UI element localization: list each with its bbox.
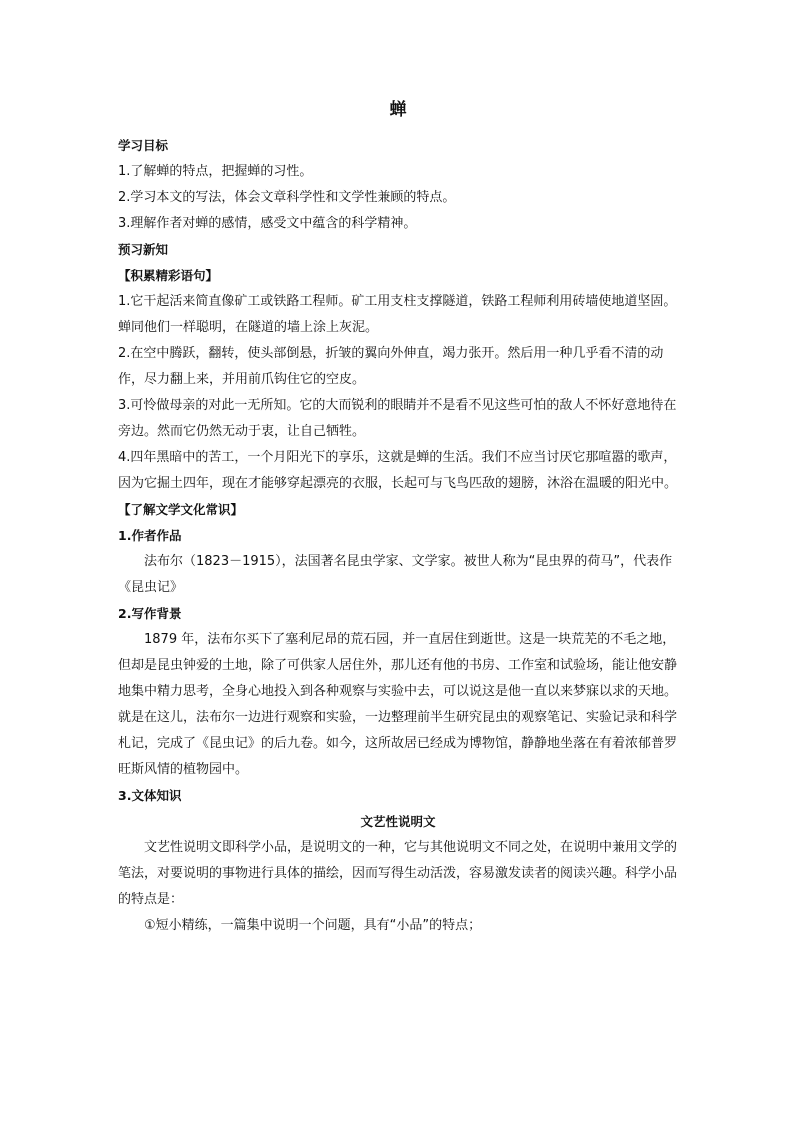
objective-item: 3.理解作者对蝉的感情，感受文中蕴含的科学精神。 <box>118 216 417 231</box>
phrases-heading: 【积累精彩语句】 <box>118 268 219 283</box>
genre-title: 文艺性说明文 <box>360 814 436 829</box>
author-heading: 1.作者作品 <box>118 528 182 543</box>
phrase-item: 2.在空中腾跃，翻转，使头部倒悬，折皱的翼向外伸直，竭力张开。然后用一种几乎看不清的动作，尽力翻上来，并用前爪钩住它的空皮。 <box>118 346 664 387</box>
background-paragraph: 1879 年，法布尔买下了塞利尼昂的荒石园，并一直居住到逝世。这是一块荒芜的不毛之地，但却是昆虫钟爱的土地，除了可供家人居住外，那儿还有他的书房、工作室和试验场，能让他安静地集中精力思考，全身心地投入到各种观察与实验中去，可以说这是他一直以来梦寐以求的天地。就是在这儿，法布尔一边进行观察和实验，一边整理前半生研究昆虫的观察笔记、实验记录和科学札记，完成了《昆虫记》的后九卷。如今，这所故居已经成为博物馆，静静地坐落在有着浓郁普罗旺斯风情的植物园中。 <box>118 632 678 777</box>
background-heading: 2.写作背景 <box>118 606 182 621</box>
page-title: 蝉 <box>389 100 407 120</box>
phrase-item: 3.可怜做母亲的对此一无所知。它的大而锐利的眼睛并不是看不见这些可怕的敌人不怀好意地待在旁边。然而它仍然无动于衷，让自己牺牲。 <box>118 398 677 439</box>
genre-paragraph: 文艺性说明文即科学小品，是说明文的一种，它与其他说明文不同之处，在说明中兼用文学的笔法，对要说明的事物进行具体的描绘，因而写得生动活泼，容易激发读者的阅读兴趣。科学小品的特点是： <box>118 840 678 907</box>
genre-point: ①短小精练，一篇集中说明一个问题，具有“小品”的特点； <box>144 918 482 933</box>
genre-heading: 3.文体知识 <box>118 788 182 803</box>
author-paragraph: 法布尔（1823－1915），法国著名昆虫学家、文学家。被世人称为“昆虫界的荷马”，代表作《昆虫记》 <box>118 554 673 595</box>
objectives-heading: 学习目标 <box>118 138 169 153</box>
phrase-item: 1.它干起活来简直像矿工或铁路工程师。矿工用支柱支撑隧道，铁路工程师利用砖墙使地道坚固。蝉同他们一样聪明，在隧道的墙上涂上灰泥。 <box>118 294 677 335</box>
culture-heading: 【了解文学文化常识】 <box>118 502 244 517</box>
preview-heading: 预习新知 <box>118 242 169 257</box>
objective-item: 1.了解蝉的特点，把握蝉的习性。 <box>118 164 313 179</box>
document-content <box>118 98 678 939</box>
phrase-item: 4.四年黑暗中的苦工，一个月阳光下的享乐，这就是蝉的生活。我们不应当讨厌它那喧嚣的歌声，因为它掘土四年，现在才能够穿起漂亮的衣服，长起可与飞鸟匹敌的翅膀，沐浴在温暖的阳光中。 <box>118 450 678 491</box>
objective-item: 2.学习本文的写法，体会文章科学性和文学性兼顾的特点。 <box>118 190 456 205</box>
